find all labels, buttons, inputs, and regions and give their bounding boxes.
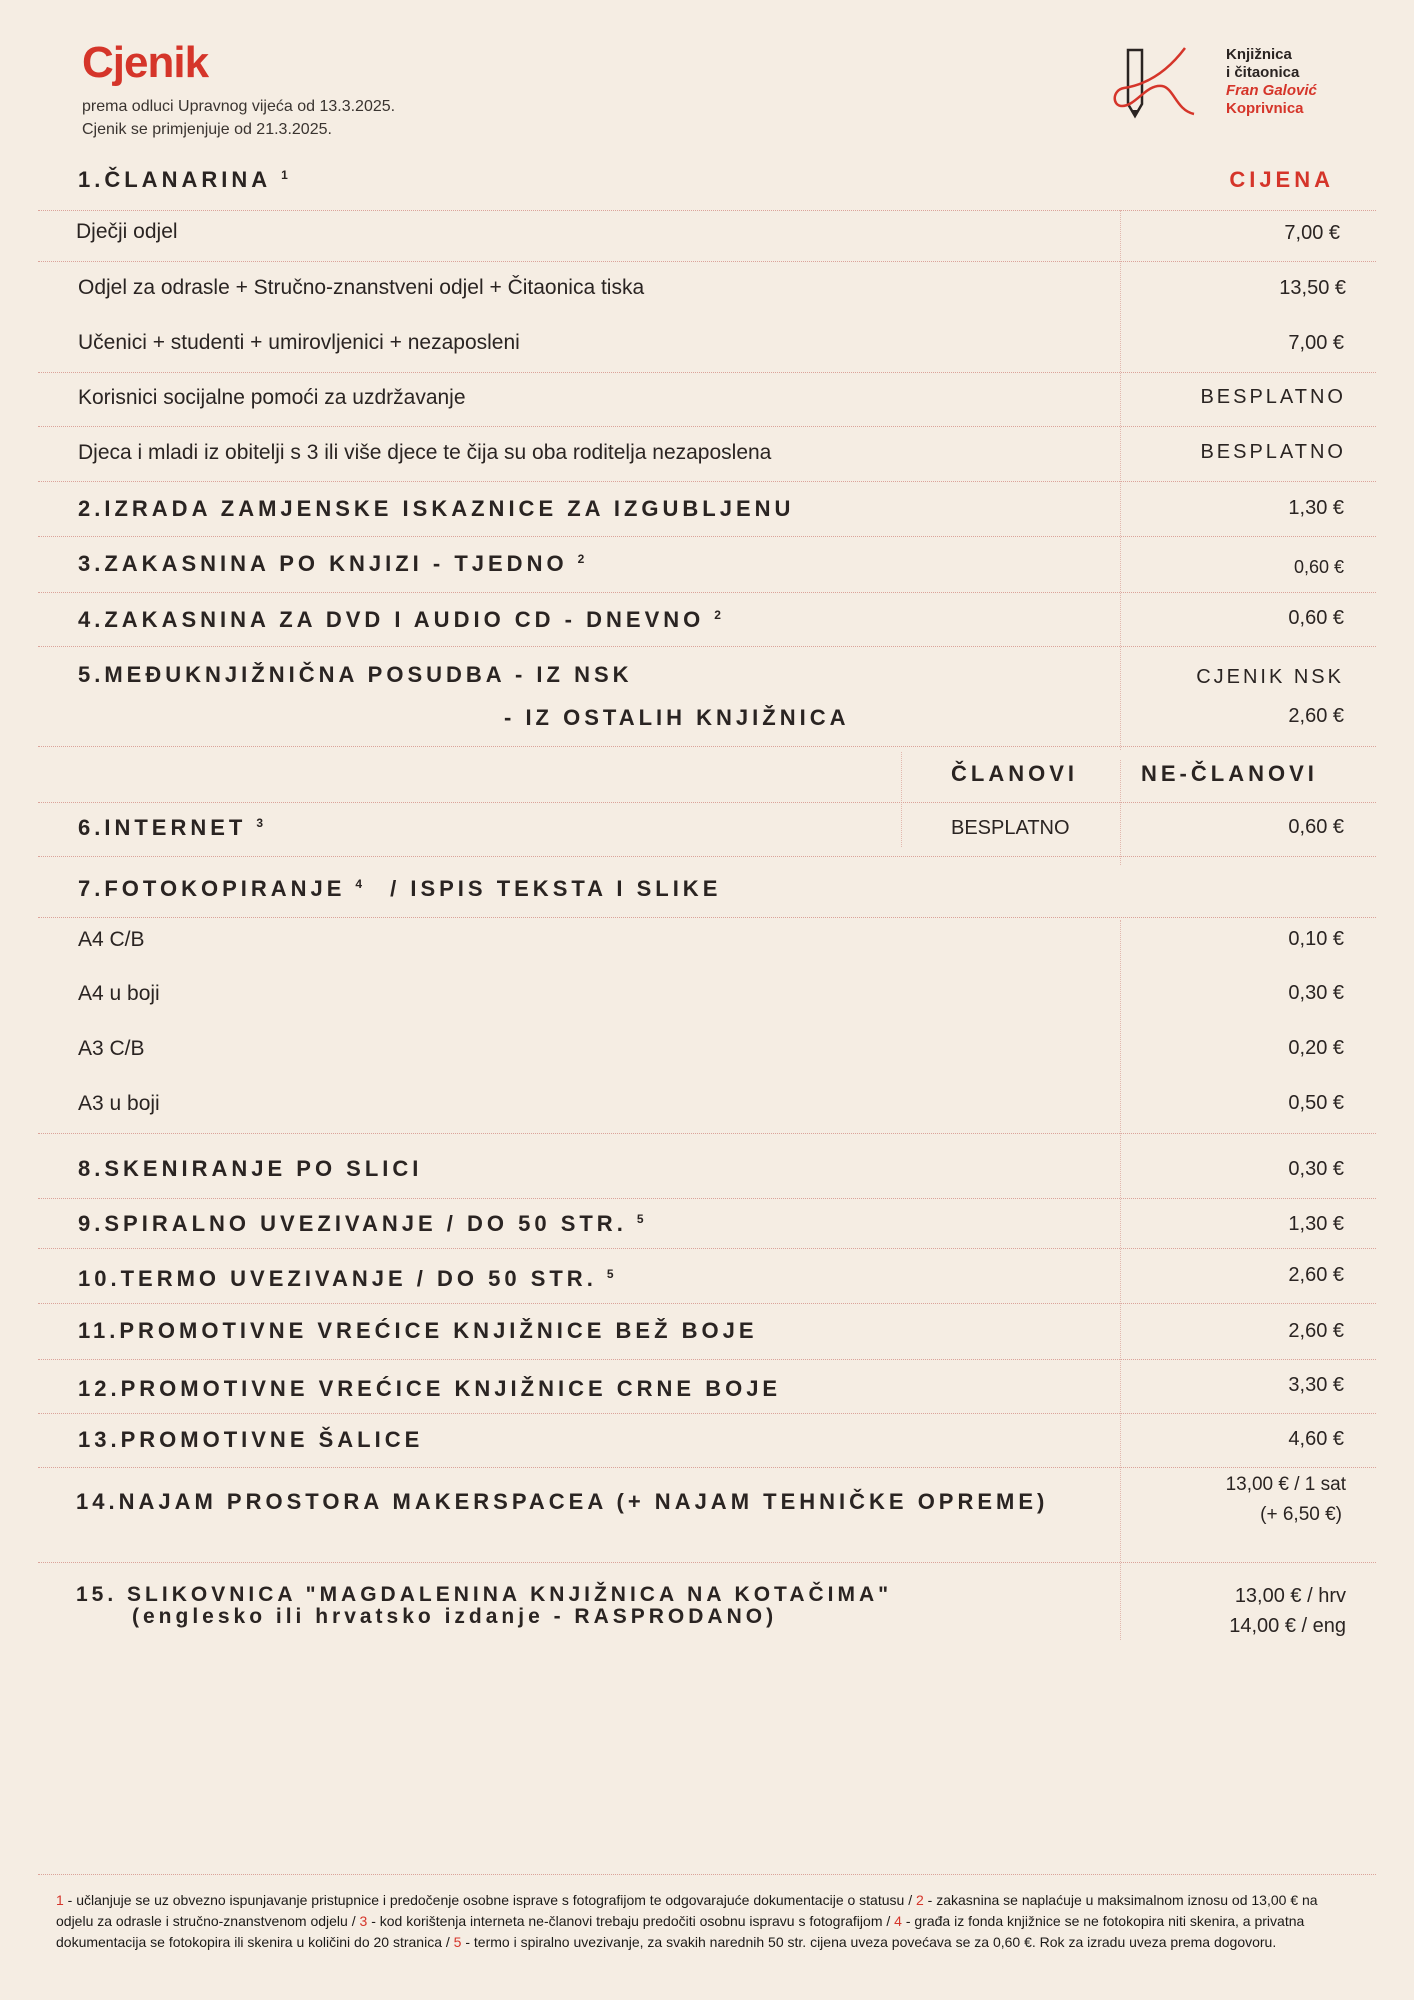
divider	[38, 1562, 1376, 1563]
members-column-header: ČLANOVI	[951, 761, 1078, 786]
section-5-heading: 5.MEĐUKNJIŽNIČNA POSUDBA - IZ NSK	[78, 662, 633, 687]
divider	[38, 646, 1376, 647]
section-10-price: 2,60 €	[1288, 1264, 1344, 1286]
non-members-column-header: NE-ČLANOVI	[1141, 761, 1318, 786]
section-13-price: 4,60 €	[1288, 1428, 1344, 1450]
section-5-subheading: - IZ OSTALIH KNJIŽNICA	[504, 705, 850, 730]
section-1-heading: 1.ČLANARINA $^1$	[78, 167, 288, 192]
valid-from-note: Cjenik se primjenjuje od 21.3.2025.	[82, 121, 332, 138]
divider	[38, 1359, 1376, 1360]
copy-format-label: A3 C/B	[78, 1037, 145, 1060]
divider	[38, 210, 1376, 211]
library-logo-icon	[1110, 44, 1210, 124]
membership-label: Dječji odjel	[76, 220, 178, 243]
copy-format-price: 0,50 €	[1288, 1092, 1344, 1114]
logo-line-3: Fran Galović	[1226, 82, 1317, 99]
divider	[38, 917, 1376, 918]
price-column-divider	[1120, 210, 1121, 750]
section-4-heading: 4.ZAKASNINA ZA DVD I AUDIO CD - DNEVNO $^2$	[78, 607, 721, 632]
section-5-price-other: 2,60 €	[1288, 705, 1344, 727]
section-8-price: 0,30 €	[1288, 1158, 1344, 1180]
divider	[38, 372, 1376, 373]
divider	[38, 1467, 1376, 1468]
internet-members-price: BESPLATNO	[951, 817, 1070, 839]
section-4-price: 0,60 €	[1288, 607, 1344, 629]
section-3-price: 0,60 €	[1293, 557, 1344, 577]
section-15-price-hrv: 13,00 € / hrv	[1234, 1585, 1346, 1607]
section-14-heading: 14.NAJAM PROSTORA MAKERSPACEA (+ NAJAM TEHNIČKE OPREME)	[76, 1489, 1049, 1514]
membership-price: BESPLATNO	[1200, 386, 1346, 408]
membership-label: Korisnici socijalne pomoći za uzdržavanje	[78, 386, 466, 409]
section-3-heading: 3.ZAKASNINA PO KNJIZI - TJEDNO $^2$	[78, 551, 585, 576]
logo-line-1: Knjižnica	[1226, 46, 1292, 63]
section-7-heading: 7.FOTOKOPIRANJE $^4$ / ISPIS TEKSTA I SLIKE	[78, 876, 722, 901]
copy-format-price: 0,10 €	[1288, 928, 1344, 950]
divider	[38, 1198, 1376, 1199]
divider	[38, 802, 1376, 803]
section-13-heading: 13.PROMOTIVNE ŠALICE	[78, 1427, 424, 1452]
section-9-heading: 9.SPIRALNO UVEZIVANJE / DO 50 STR. $^5$	[78, 1211, 644, 1236]
section-12-price: 3,30 €	[1288, 1374, 1344, 1396]
divider	[38, 426, 1376, 427]
copy-format-price: 0,20 €	[1288, 1037, 1344, 1059]
divider	[38, 536, 1376, 537]
membership-label: Djeca i mladi iz obitelji s 3 ili više djece te čija su oba roditelja nezaposlena	[78, 441, 772, 464]
divider	[38, 481, 1376, 482]
divider	[38, 1303, 1376, 1304]
internet-non-members-price: 0,60 €	[1288, 816, 1344, 838]
divider	[38, 261, 1376, 262]
divider	[38, 1248, 1376, 1249]
section-8-heading: 8.SKENIRANJE PO SLICI	[78, 1156, 423, 1181]
footnotes: 1 - učlanjuje se uz obvezno ispunjavanje pristupnice i predočenje osobne isprave s fotografijom te odgovarajuće dokumentacije o statusu / 2 - zakasnina se naplaćuje u maksimalnom iznosu od 13,00 € na odjelu za odrasle i stručno-znanstvenom odjelu / 3 - kod korištenja interneta ne-članovi trebaju predočiti osobnu ispravu s fotografijom / 4 - građa iz fonda knjižnice se ne fotokopira niti skenira, a privatna dokumentacija se fotokopira ili skenira u količini do 20 stranica / 5 - termo i spiralno uvezivanje, za svakih narednih 50 str. cijena uveza povećava se za 0,60 €. Rok za izradu uveza prema dogovoru.	[56, 1892, 1318, 1950]
divider	[38, 1133, 1376, 1134]
divider	[38, 746, 1376, 747]
logo-line-2: i čitaonica	[1226, 64, 1300, 81]
membership-price: 7,00 €	[1284, 222, 1340, 244]
section-10-heading: 10.TERMO UVEZIVANJE / DO 50 STR. $^5$	[78, 1266, 614, 1291]
members-column-divider	[901, 752, 902, 847]
section-15-subheading: (englesko ili hrvatsko izdanje - RASPRODANO)	[132, 1605, 778, 1628]
divider	[38, 1874, 1376, 1875]
copy-format-label: A4 u boji	[78, 982, 160, 1005]
price-column-header: CIJENA	[1229, 167, 1334, 192]
section-14-price-extra: (+ 6,50 €)	[1260, 1504, 1342, 1525]
divider	[38, 856, 1376, 857]
membership-label: Odjel za odrasle + Stručno-znanstveni odjel + Čitaonica tiska	[78, 276, 645, 299]
copy-format-label: A3 u boji	[78, 1092, 160, 1115]
section-12-heading: 12.PROMOTIVNE VREĆICE KNJIŽNICE CRNE BOJE	[78, 1376, 782, 1401]
logo-line-4: Koprivnica	[1226, 100, 1304, 117]
section-14-price: 13,00 € / 1 sat	[1225, 1474, 1346, 1495]
decision-note: prema odluci Upravnog vijeća od 13.3.2025.	[82, 98, 396, 115]
divider	[38, 592, 1376, 593]
copy-format-label: A4 C/B	[78, 928, 145, 951]
price-column-divider	[1120, 760, 1121, 865]
section-11-price: 2,60 €	[1288, 1320, 1344, 1342]
section-9-price: 1,30 €	[1288, 1213, 1344, 1235]
section-2-heading: 2.IZRADA ZAMJENSKE ISKAZNICE ZA IZGUBLJENU	[78, 496, 795, 521]
section-5-price-nsk: CJENIK NSK	[1196, 666, 1344, 688]
section-11-heading: 11.PROMOTIVNE VREĆICE KNJIŽNICE BEŽ BOJE	[78, 1318, 758, 1343]
section-6-heading: 6.INTERNET $^3$	[78, 815, 264, 840]
membership-price: BESPLATNO	[1200, 441, 1346, 463]
copy-format-price: 0,30 €	[1288, 982, 1344, 1004]
membership-price: 13,50 €	[1279, 277, 1346, 299]
membership-price: 7,00 €	[1288, 332, 1344, 354]
divider	[38, 1413, 1376, 1414]
section-2-price: 1,30 €	[1288, 497, 1344, 519]
price-column-divider	[1120, 920, 1121, 1640]
membership-label: Učenici + studenti + umirovljenici + nezaposleni	[78, 331, 520, 354]
section-15-heading: 15. SLIKOVNICA "MAGDALENINA KNJIŽNICA NA KOTAČIMA"	[76, 1583, 893, 1606]
page-title: Cjenik	[82, 38, 209, 87]
section-15-price-eng: 14,00 € / eng	[1229, 1615, 1346, 1637]
